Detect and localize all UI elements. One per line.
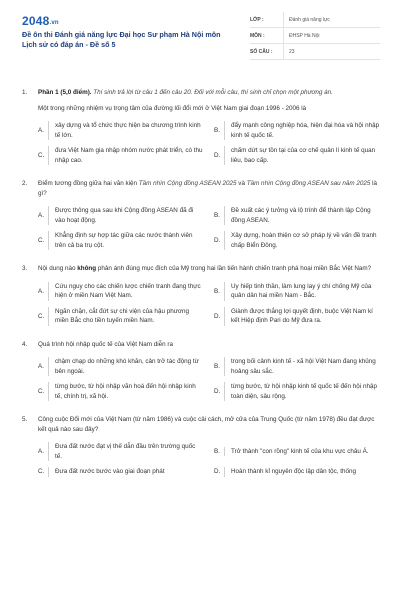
option-b[interactable]: B. trong bối cảnh kinh tế - xã hội Việt Nam đang khủng hoảng sâu sắc.: [214, 357, 380, 376]
option-d[interactable]: D. Giành được thắng lợi quyết định, buộc Việt Nam kí kết Hiệp định Pari do Mỹ đưa ra.: [214, 307, 380, 326]
option-c[interactable]: C. Đưa đất nước bước vào giai đoạn phát: [38, 467, 204, 477]
option-d[interactable]: D. Hoàn thành kỉ nguyên độc lập dân tộc, thống: [214, 467, 380, 477]
question-2: 2. Điểm tương đồng giữa hai văn kiện Tầm nhìn Cộng đồng ASEAN 2025 và Tầm nhìn Cộng đồng ASEAN sau năm 2025 là gì? A. Được thông qua sau khi Cộng đồng ASEAN đã đi vào hoạt động. B. Đề xuất các ý tưởng và lộ trình để thành lập Cộng đồng ASEAN. C. Khẳng định sự hợp tác giữa các nước thành viên trên cả ba trụ cột. D. Xây dựng, hoàn thiện cơ sở pháp lý về vấn đề tranh chấp Biển Đông.: [22, 179, 380, 250]
meta-table: [250, 12, 380, 60]
page-header: [0, 0, 400, 70]
option-c[interactable]: C. Ngăn chặn, cắt đứt sự chi viện của hậu phương miền Bắc cho tiền tuyến miền Nam.: [38, 307, 204, 326]
question-5: 5. Công cuộc Đổi mới của Việt Nam (từ năm 1986) và cuộc cải cách, mở cửa của Trung Quốc (từ năm 1978) đều đạt được kết quả nào sau đây? A. Đưa đất nước đạt vị thế dẫn đầu trên trường quốc tế. B. Trở thành "con rồng" kinh tế của khu vực châu Á. C. Đưa đất nước bước vào giai đoạn phát D. Hoàn thành kỉ nguyên độc lập dân tộc, thống: [22, 415, 380, 477]
document-title: Đề ôn thi Đánh giá năng lực Đại học Sư phạm Hà Nội môn Lịch sử có đáp án - Đề số 5: [22, 30, 221, 49]
question-2-options: [38, 206, 380, 250]
site-logo[interactable]: 2048.vn: [22, 14, 59, 28]
question-3-options: [38, 282, 380, 326]
question-5-options: [38, 442, 380, 477]
option-a[interactable]: A. xây dựng và tổ chức thực hiện ba chương trình kinh tế lớn.: [38, 121, 204, 140]
option-a[interactable]: A. chậm chạp do những khó khăn, cản trở tác động từ bên ngoài.: [38, 357, 204, 376]
option-a[interactable]: A. Được thông qua sau khi Cộng đồng ASEAN đã đi vào hoạt động.: [38, 206, 204, 225]
option-a[interactable]: A. Đưa đất nước đạt vị thế dẫn đầu trên trường quốc tế.: [38, 442, 204, 461]
question-4: 4. Quá trình hội nhập quốc tế của Việt Nam diễn ra A. chậm chạp do những khó khăn, cản trở tác động từ bên ngoài. B. trong bối cảnh kinh tế - xã hội Việt Nam đang khủng hoảng sâu sắc. C. từng bước, từ hội nhập văn hoá đến hội nhập kinh tế, chính trị, xã hội. D. từng bước, từ hội nhập kinh tế quốc tế đến hội nhập toàn diện, sâu rộng.: [22, 340, 380, 402]
option-c[interactable]: C. đưa Việt Nam gia nhập nhóm nước phát triển, có thu nhập cao.: [38, 147, 203, 164]
option-b[interactable]: B. Trở thành "con rồng" kinh tế của khu vực châu Á.: [214, 442, 380, 461]
option-d[interactable]: D. chấm dứt sự tồn tại của cơ chế quản lí kinh tế quan liêu, bao cấp.: [214, 146, 380, 165]
option-b[interactable]: B. Uy hiếp tinh thần, làm lung lay ý chí chống Mỹ của quân dân hai miền Nam - Bắc.: [214, 282, 380, 301]
question-1: 1. Phần 1 (5,0 điểm). Thí sinh trả lời từ câu 1 đến câu 20. Đối với mỗi câu, thí sinh chỉ chọn một phương án. Một trong những nhiệm vụ trọng tâm của đường lối đổi mới ở Việt Nam giai đoạn 1996 - 2006 là A. xây dựng và tổ chức thực hiện ba chương trình kinh tế lớn. B. đẩy mạnh công nghiệp hóa, hiện đại hóa và hội nhập kinh tế quốc tế. C. đưa Việt Nam gia nhập nhóm nước phát triển, có thu nhập cao. D. chấm dứt sự tồn tại của cơ chế quản lí kinh tế quan liêu, bao cấp.: [22, 89, 380, 164]
question-list: [22, 88, 380, 477]
option-d[interactable]: D. Xây dựng, hoàn thiện cơ sở pháp lý về vấn đề tranh chấp Biển Đông.: [214, 231, 380, 250]
option-b[interactable]: B. đẩy mạnh công nghiệp hóa, hiện đại hóa và hội nhập kinh tế quốc tế.: [214, 122, 380, 139]
meta-row-subject: MÔN : ĐHSP Hà Nội: [250, 28, 380, 44]
question-1-options: [38, 121, 380, 165]
meta-row-count: SỐ CÂU : 23: [250, 44, 380, 60]
question-4-options: [38, 357, 380, 401]
option-a[interactable]: A. Cứu nguy cho các chiến lược chiến tranh đang thực hiện ở miền Nam Việt Nam.: [38, 282, 204, 301]
option-d[interactable]: D. từng bước, từ hội nhập kinh tế quốc tế đến hội nhập toàn diện, sâu rộng.: [214, 382, 380, 401]
question-3: 3. Nội dung nào không phản ánh đúng mục đích của Mỹ trong hai lần tiến hành chiến tranh phá hoại miền Bắc Việt Nam? A. Cứu nguy cho các chiến lược chiến tranh đang thực hiện ở miền Nam Việt Nam. B. Uy hiếp tinh thần, làm lung lay ý chí chống Mỹ của quân dân hai miền Nam - Bắc. C. Ngăn chặn, cắt đứt sự chi viện của hậu phương miền Bắc cho tiền tuyến miền Nam. D. Giành được thắng lợi quyết định, buộc Việt Nam kí kết Hiệp định Pari do Mỹ đưa ra.: [22, 264, 380, 326]
meta-row-class: LỚP : Đánh giá năng lực: [250, 12, 380, 28]
question-1-stem: Một trong những nhiệm vụ trọng tâm của đường lối đổi mới ở Việt Nam giai đoạn 1996 - 2006 là: [38, 104, 307, 112]
option-c[interactable]: C. từng bước, từ hội nhập văn hoá đến hội nhập kinh tế, chính trị, xã hội.: [38, 382, 204, 401]
option-b[interactable]: B. Đề xuất các ý tưởng và lộ trình để thành lập Cộng đồng ASEAN.: [214, 206, 380, 225]
option-c[interactable]: C. Khẳng định sự hợp tác giữa các nước thành viên trên cả ba trụ cột.: [38, 231, 204, 250]
